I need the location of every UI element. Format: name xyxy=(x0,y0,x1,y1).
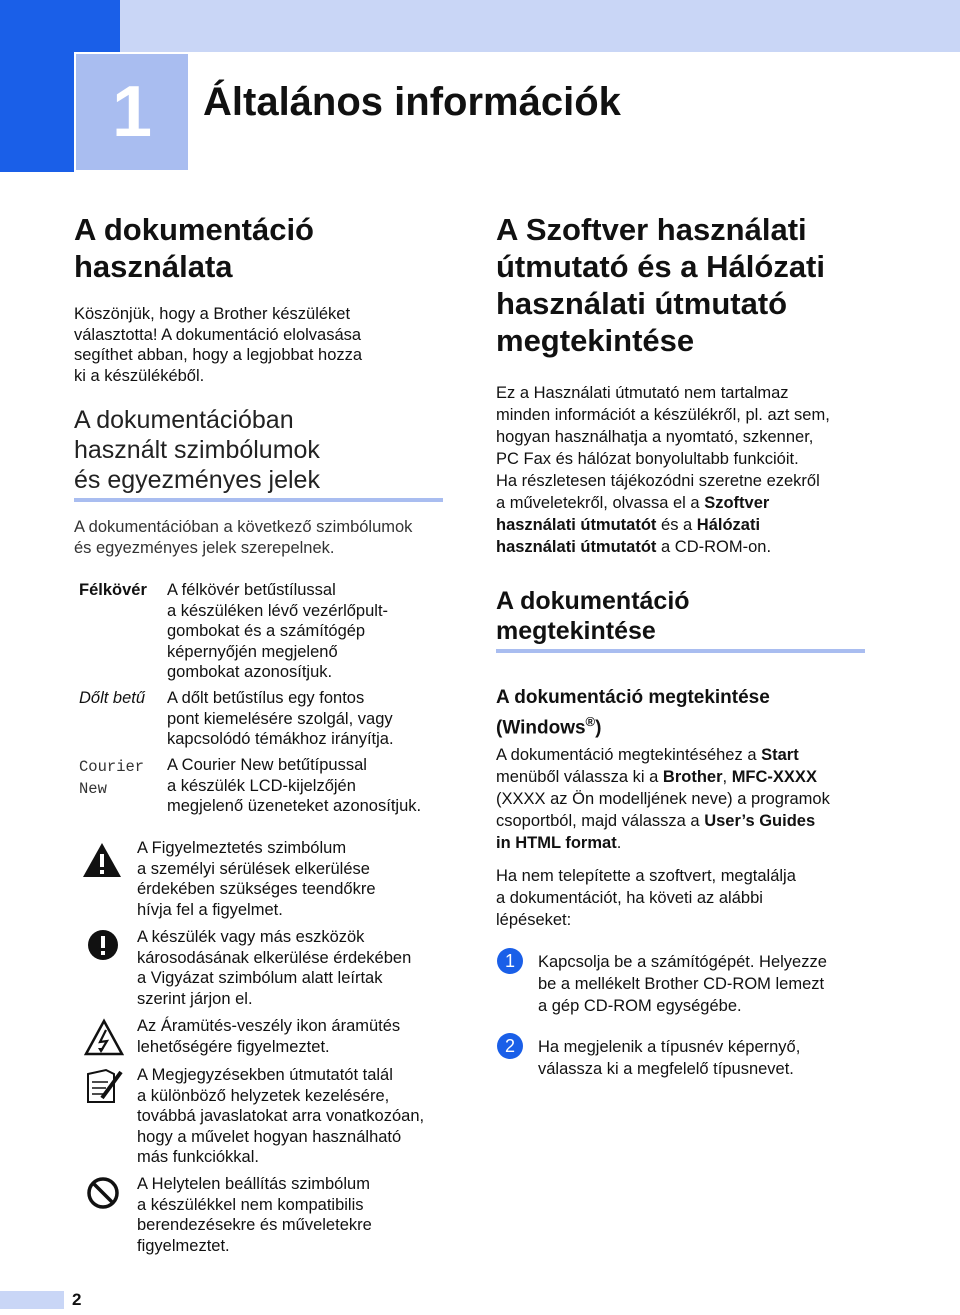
step-1-text: Kapcsolja be a számítógépét. Helyezze be a mellékelt Brother CD-ROM lemezt a gép CD-ROM egységébe. xyxy=(538,953,827,1015)
section-rule-right xyxy=(496,649,865,653)
convention-term-courier: Courier New xyxy=(79,758,145,798)
not-installed-paragraph: Ha nem telepítette a szoftvert, megtalálja a dokumentációt, ha követi az alábbi lépéseket: xyxy=(496,867,796,929)
symbol-desc-note: A Megjegyzésekben útmutatót talál a különböző helyzetek kezelésére, továbbá javaslatokat arra vonatkozóan, hogy a művelet hogyan használható más funkciókkal. xyxy=(137,1066,425,1166)
warning-triangle-icon xyxy=(82,841,122,881)
symbol-desc-prohibited: A Helytelen beállítás szimbólum a készülékkel nem kompatibilis berendezésekre és műveletekre figyelmeztet. xyxy=(137,1175,372,1255)
chapter-number: 1 xyxy=(111,72,153,152)
section-title-view-docs: A dokumentáció megtekintése xyxy=(496,587,690,645)
section-title-documentation-use: A dokumentáció használata xyxy=(74,212,314,284)
windows-instructions-paragraph: A dokumentáció megtekintéséhez a Start menüből válassza ki a Brother, MFC-XXXX (XXXX az Ön modelljének neve) a programok csoportból, majd válassza a User’s Guides in HTML format. xyxy=(496,746,830,852)
symbol-desc-warning: A Figyelmeztetés szimbólum a személyi sérülések elkerülése érdekében szükséges teendőkre hívja fel a figyelmet. xyxy=(137,839,376,919)
step-1-badge: 1 xyxy=(497,948,523,974)
software-guide-paragraph: Ez a Használati útmutató nem tartalmaz minden információt a készülékről, pl. azt sem, hogyan használhatja a nyomtató, szkenner, PC Fax és hálózat bonyolultabb funkcióit. Ha részletesen tájékozódni szeretne ezekről a műveletekről, olvassa el a Szoftver használati útmutatót és a Hálózati használati útmutatót a CD-ROM-on. xyxy=(496,384,830,556)
prohibited-icon xyxy=(86,1176,120,1210)
convention-desc-courier: A Courier New betűtípussal a készülék LCD-kijelzőjén megjelenő üzeneteket azonosítjuk. xyxy=(167,756,422,815)
chapter-title: Általános információk xyxy=(203,80,621,124)
caution-icon xyxy=(87,929,119,961)
convention-desc-bold: A félkövér betűstílussal a készüléken lévő vezérlőpult- gombokat és a számítógép képernyőjén megjelenő gombokat azonosítjuk. xyxy=(167,581,389,681)
header-band xyxy=(120,0,960,52)
convention-term-italic: Dőlt betű xyxy=(79,689,146,707)
symbol-desc-electrical: Az Áramütés-veszély ikon áramütés lehetőségére figyelmeztet. xyxy=(137,1017,401,1056)
electrical-hazard-icon xyxy=(84,1018,124,1058)
symbols-paragraph: A dokumentációban a következő szimbólumok és egyezményes jelek szerepelnek. xyxy=(74,518,413,557)
step-2-text: Ha megjelenik a típusnév képernyő, válassza ki a megfelelő típusnevet. xyxy=(538,1038,801,1078)
convention-term-bold: Félkövér xyxy=(79,581,147,599)
footer-band xyxy=(0,1291,64,1309)
section-title-symbols: A dokumentációban használt szimbólumok és egyezményes jelek xyxy=(74,406,320,494)
note-icon xyxy=(84,1066,124,1106)
intro-paragraph: Köszönjük, hogy a Brother készüléket választotta! A dokumentáció elolvasása segíthet abban, hogy a legjobbat hozza ki a készülékéből. xyxy=(74,305,363,385)
symbol-desc-caution: A készülék vagy más eszközök károsodásának elkerülése érdekében a Vigyázat szimbólum alatt leírtak szerint járjon el. xyxy=(137,928,412,1008)
page-number: 2 xyxy=(72,1290,82,1309)
subsection-title-windows: A dokumentáció megtekintése (Windows®) xyxy=(496,687,770,739)
convention-desc-italic: A dőlt betűstílus egy fontos pont kiemelésére szolgál, vagy kapcsolódó témákhoz irányítja. xyxy=(167,689,394,748)
section-rule xyxy=(74,498,443,502)
section-title-software-guide: A Szoftver használati útmutató és a Hálózati használati útmutató megtekintése xyxy=(496,212,825,358)
step-2-badge: 2 xyxy=(497,1033,523,1059)
